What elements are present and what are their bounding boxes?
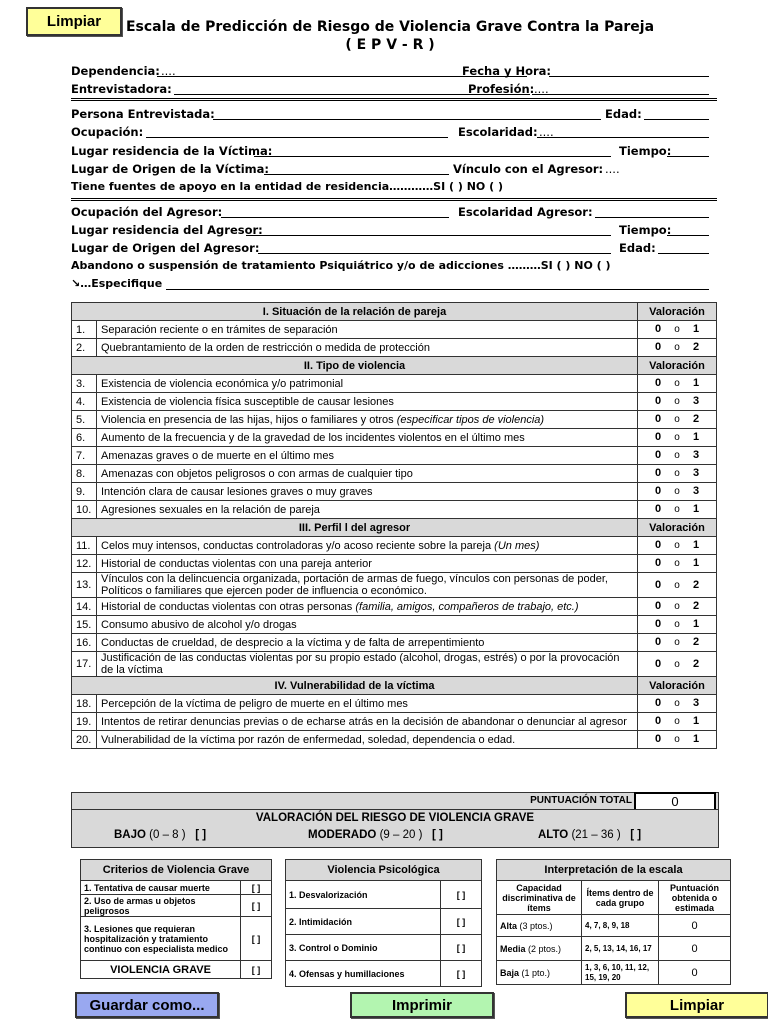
item-valoracion[interactable] bbox=[638, 339, 717, 357]
table-row bbox=[72, 731, 717, 749]
lugar-res-agresor-label: Lugar residencia del Agresor: bbox=[71, 223, 263, 237]
title-line-2: ( E P V - R ) bbox=[345, 37, 435, 53]
item-number: 19. bbox=[72, 713, 97, 731]
item-text-main: Justificación de las conductas violentas por su propio estado (alcohol, drogas, estrés) o por la provocación de la víctima bbox=[101, 652, 620, 676]
media-items: 2, 5, 13, 14, 16, 17 bbox=[582, 937, 659, 961]
item-number: 11. bbox=[72, 537, 97, 555]
option-value[interactable]: 3 bbox=[692, 697, 700, 709]
option-value[interactable]: 3 bbox=[692, 485, 700, 497]
row-dependencia bbox=[71, 64, 710, 82]
lugar-res-victima-input[interactable] bbox=[254, 156, 611, 157]
media-label: Media bbox=[500, 943, 526, 954]
item-text-main: Intentos de retirar denuncias previas o de echarse atrás en la decisión de abandonar o denunciar al agresor bbox=[101, 715, 627, 728]
item-number: 7. bbox=[72, 447, 97, 465]
valoracion-header: Valoración bbox=[638, 303, 717, 321]
total-label: PUNTUACIÓN TOTAL bbox=[530, 795, 632, 806]
row-origen-victima bbox=[71, 162, 710, 180]
item-valoracion[interactable] bbox=[638, 447, 717, 465]
psico-2: 2. Intimidación bbox=[286, 909, 441, 935]
item-text bbox=[97, 652, 638, 677]
item-text-main: Agresiones sexuales en la relación de pareja bbox=[101, 503, 320, 516]
option-separator: o bbox=[674, 378, 680, 389]
item-text bbox=[97, 447, 638, 465]
interp-title: Interpretación de la escala bbox=[497, 860, 731, 881]
table-row bbox=[72, 483, 717, 501]
item-number: 13. bbox=[72, 573, 97, 598]
item-text-main: Existencia de violencia física susceptible de causar lesiones bbox=[101, 395, 394, 408]
option-value[interactable]: 2 bbox=[692, 636, 700, 648]
option-zero[interactable]: 0 bbox=[654, 636, 662, 648]
bajo-label: BAJO bbox=[114, 829, 146, 841]
entrevistadora-label: Entrevistadora: bbox=[71, 82, 172, 96]
table-row bbox=[72, 598, 717, 616]
item-valoracion[interactable] bbox=[638, 634, 717, 652]
row-abandono bbox=[71, 259, 710, 277]
moderado-range: (9 – 20 ) bbox=[379, 829, 423, 841]
ocupacion-input[interactable] bbox=[146, 137, 448, 138]
lugar-res-agresor-input[interactable] bbox=[246, 235, 611, 236]
section-header bbox=[72, 303, 717, 321]
valoracion-header: Valoración bbox=[638, 677, 717, 695]
option-value[interactable]: 1 bbox=[692, 618, 700, 630]
psico-4: 4. Ofensas y humillaciones bbox=[286, 961, 441, 987]
option-separator: o bbox=[674, 396, 680, 407]
item-text-note: (Un mes) bbox=[494, 539, 540, 552]
item-text-main: Vulnerabilidad de la víctima por razón de enfermedad, soledad, dependencia o edad. bbox=[101, 733, 516, 746]
item-valoracion[interactable] bbox=[638, 573, 717, 598]
title-line-1: Escala de Predicción de Riesgo de Violencia Grave Contra la Pareja bbox=[125, 19, 655, 35]
ocupacion-label: Ocupación: bbox=[71, 125, 144, 139]
option-zero[interactable]: 0 bbox=[654, 431, 662, 443]
option-separator: o bbox=[674, 716, 680, 727]
item-number: 15. bbox=[72, 616, 97, 634]
item-text bbox=[97, 634, 638, 652]
item-valoracion[interactable] bbox=[638, 501, 717, 519]
alto-check[interactable]: [ ] bbox=[630, 829, 642, 841]
criterios-title: Criterios de Violencia Grave bbox=[81, 860, 272, 881]
item-valoracion[interactable] bbox=[638, 652, 717, 677]
option-value[interactable]: 2 bbox=[692, 578, 700, 591]
item-valoracion[interactable] bbox=[638, 393, 717, 411]
item-valoracion[interactable] bbox=[638, 695, 717, 713]
fecha-label: Fecha y Hora: bbox=[462, 64, 552, 78]
row-fuentes-apoyo bbox=[71, 180, 710, 198]
item-number: 8. bbox=[72, 465, 97, 483]
item-number: 17. bbox=[72, 652, 97, 677]
item-valoracion[interactable] bbox=[638, 616, 717, 634]
item-text-main: Celos muy intensos, conductas controladoras y/o acoso reciente sobre la pareja bbox=[101, 539, 492, 552]
psico-table bbox=[285, 859, 482, 987]
item-valoracion[interactable] bbox=[638, 555, 717, 573]
lugar-origen-agresor-input[interactable] bbox=[258, 253, 611, 254]
escolaridad-agresor-label: Escolaridad Agresor: bbox=[458, 205, 593, 219]
criterio-1-check[interactable]: [ ] bbox=[241, 881, 272, 895]
persona-label: Persona Entrevistada: bbox=[71, 107, 215, 121]
item-text bbox=[97, 713, 638, 731]
alta-items: 4, 7, 8, 9, 18 bbox=[582, 915, 659, 937]
fecha-input[interactable] bbox=[549, 76, 709, 77]
psico-3: 3. Control o Dominio bbox=[286, 935, 441, 961]
total-row bbox=[71, 792, 719, 810]
fuentes-apoyo-label: Tiene fuentes de apoyo en la entidad de residencia…………SI ( ) NO ( ) bbox=[71, 180, 503, 193]
table-row bbox=[72, 652, 717, 677]
moderado-label: MODERADO bbox=[308, 829, 377, 841]
option-zero[interactable]: 0 bbox=[654, 395, 662, 407]
item-text bbox=[97, 483, 638, 501]
item-text bbox=[97, 429, 638, 447]
media-pts: (2 ptos.) bbox=[528, 943, 562, 954]
media-score: 0 bbox=[659, 937, 731, 961]
item-text bbox=[97, 537, 638, 555]
interp-row-baja bbox=[497, 961, 731, 985]
item-text-main: Consumo abusivo de alcohol y/o drogas bbox=[101, 618, 297, 631]
item-text bbox=[97, 321, 638, 339]
table-row bbox=[72, 429, 717, 447]
item-valoracion[interactable] bbox=[638, 537, 717, 555]
row-origen-agresor bbox=[71, 241, 710, 259]
lugar-origen-agresor-label: Lugar de Origen del Agresor: bbox=[71, 241, 260, 255]
item-text-main: Separación reciente o en trámites de separación bbox=[101, 323, 338, 336]
tiempo-label: Tiempo: bbox=[619, 144, 672, 158]
baja-pts: (1 pto.) bbox=[521, 967, 551, 978]
table-row bbox=[72, 695, 717, 713]
option-separator: o bbox=[674, 468, 680, 479]
section-header bbox=[72, 357, 717, 375]
dependencia-label: Dependencia: bbox=[71, 64, 160, 78]
item-text bbox=[97, 465, 638, 483]
valoracion-header: Valoración bbox=[638, 357, 717, 375]
row-ocupacion bbox=[71, 125, 710, 143]
profesion-label: Profesión: bbox=[468, 82, 535, 96]
option-zero[interactable]: 0 bbox=[654, 697, 662, 709]
item-number: 18. bbox=[72, 695, 97, 713]
interp-header-score: Puntuación obtenida o estimada bbox=[659, 881, 731, 915]
table-row bbox=[72, 501, 717, 519]
especifique-input[interactable] bbox=[166, 289, 709, 290]
interp-header-cap: Capacidad discriminativa de ítems bbox=[497, 881, 582, 915]
option-zero[interactable]: 0 bbox=[654, 715, 662, 727]
table-row bbox=[72, 411, 717, 429]
psico-2-check[interactable]: [ ] bbox=[441, 909, 482, 935]
item-valoracion[interactable] bbox=[638, 483, 717, 501]
psico-1: 1. Desvalorización bbox=[286, 881, 441, 909]
option-separator: o bbox=[674, 540, 680, 551]
item-text bbox=[97, 375, 638, 393]
risk-title: VALORACIÓN DEL RIESGO DE VIOLENCIA GRAVE bbox=[255, 812, 535, 824]
interp-row-media bbox=[497, 937, 731, 961]
table-row bbox=[72, 339, 717, 357]
item-number: 9. bbox=[72, 483, 97, 501]
limpiar-bottom-button[interactable]: Limpiar bbox=[625, 992, 768, 1018]
ocupacion-agresor-label: Ocupación del Agresor: bbox=[71, 205, 223, 219]
evaluation-table bbox=[71, 302, 717, 749]
table-row bbox=[72, 465, 717, 483]
item-valoracion[interactable] bbox=[638, 598, 717, 616]
row-lugar-res-agresor bbox=[71, 223, 710, 241]
table-row bbox=[72, 573, 717, 598]
item-valoracion[interactable] bbox=[638, 429, 717, 447]
table-row bbox=[72, 447, 717, 465]
bajo-check[interactable]: [ ] bbox=[195, 829, 207, 841]
option-zero[interactable]: 0 bbox=[654, 733, 662, 745]
option-separator: o bbox=[674, 486, 680, 497]
table-row bbox=[72, 555, 717, 573]
option-separator: o bbox=[674, 619, 680, 630]
criterio-3-check[interactable]: [ ] bbox=[241, 917, 272, 961]
lugar-origen-victima-input[interactable] bbox=[264, 174, 449, 175]
interp-row-alta bbox=[497, 915, 731, 937]
psico-4-check[interactable]: [ ] bbox=[441, 961, 482, 987]
row-ocupacion-agresor bbox=[71, 205, 710, 223]
option-separator: o bbox=[674, 432, 680, 443]
row-lugar-res-victima bbox=[71, 144, 710, 162]
alta-score: 0 bbox=[659, 915, 731, 937]
divider-1 bbox=[71, 98, 717, 101]
option-value[interactable]: 1 bbox=[692, 503, 700, 515]
risk-alto[interactable] bbox=[538, 829, 641, 841]
lugar-res-victima-label: Lugar residencia de la Víctima: bbox=[71, 144, 273, 158]
item-text-note: (especificar tipos de violencia) bbox=[396, 413, 545, 426]
option-value[interactable]: 2 bbox=[692, 413, 700, 425]
persona-input[interactable] bbox=[213, 119, 601, 120]
option-separator: o bbox=[674, 324, 680, 335]
limpiar-top-button[interactable]: Limpiar bbox=[26, 7, 122, 36]
alta-label: Alta bbox=[500, 920, 518, 931]
item-text bbox=[97, 695, 638, 713]
bajo-range: (0 – 8 ) bbox=[149, 829, 186, 841]
option-value[interactable]: 2 bbox=[692, 600, 700, 612]
item-number: 20. bbox=[72, 731, 97, 749]
item-text-main: Amenazas graves o de muerte en el último mes bbox=[101, 449, 334, 462]
option-zero[interactable]: 0 bbox=[654, 377, 662, 389]
especifique-label: ↘…Especifique bbox=[71, 277, 163, 290]
option-value[interactable]: 1 bbox=[692, 431, 700, 443]
option-zero[interactable]: 0 bbox=[654, 485, 662, 497]
item-text bbox=[97, 573, 638, 598]
item-text-main: Percepción de la víctima de peligro de muerte en el último mes bbox=[101, 697, 408, 710]
item-text bbox=[97, 731, 638, 749]
abandono-label: Abandono o suspensión de tratamiento Psiquiátrico y/o de adicciones ………SI ( ) NO ( ) bbox=[71, 259, 611, 272]
baja-score: 0 bbox=[659, 961, 731, 985]
edad-label: Edad: bbox=[605, 107, 642, 121]
vinculo-label: Vínculo con el Agresor: bbox=[453, 162, 604, 176]
escolaridad-agresor-input[interactable] bbox=[595, 217, 709, 218]
item-valoracion[interactable] bbox=[638, 321, 717, 339]
option-value[interactable]: 2 bbox=[692, 341, 700, 353]
tiempo2-input[interactable] bbox=[667, 235, 709, 236]
table-row bbox=[72, 616, 717, 634]
table-row bbox=[72, 713, 717, 731]
alto-range: (21 – 36 ) bbox=[571, 829, 621, 841]
item-text-main: Intención clara de causar lesiones graves o muy graves bbox=[101, 485, 373, 498]
criterio-3: 3. Lesiones que requieran hospitalización y tratamiento continuo con especialista medico bbox=[81, 917, 241, 961]
option-zero[interactable]: 0 bbox=[654, 657, 662, 670]
item-text bbox=[97, 501, 638, 519]
table-row bbox=[72, 393, 717, 411]
item-number: 2. bbox=[72, 339, 97, 357]
item-number: 4. bbox=[72, 393, 97, 411]
total-score: 0 bbox=[634, 792, 716, 811]
baja-label: Baja bbox=[500, 967, 520, 978]
item-valoracion[interactable] bbox=[638, 465, 717, 483]
item-number: 6. bbox=[72, 429, 97, 447]
tiempo2-label: Tiempo: bbox=[619, 223, 672, 237]
item-number: 12. bbox=[72, 555, 97, 573]
violencia-grave-label: VIOLENCIA GRAVE bbox=[81, 961, 241, 979]
item-text-main: Vínculos con la delincuencia organizada, portación de armas de fuego, vínculos con personas de poder, Políticos o familiares que ejercen poder de influencia o económico. bbox=[101, 573, 608, 597]
risk-bajo[interactable] bbox=[114, 829, 206, 841]
table-row bbox=[72, 321, 717, 339]
interp-table bbox=[496, 859, 731, 985]
psico-1-check[interactable]: [ ] bbox=[441, 881, 482, 909]
item-valoracion[interactable] bbox=[638, 731, 717, 749]
section-title: II. Tipo de violencia bbox=[72, 357, 638, 375]
psico-3-check[interactable]: [ ] bbox=[441, 935, 482, 961]
section-header bbox=[72, 677, 717, 695]
option-value[interactable]: 3 bbox=[692, 395, 700, 407]
row-especifique bbox=[71, 277, 710, 295]
psico-title: Violencia Psicológica bbox=[286, 860, 482, 881]
item-text bbox=[97, 598, 638, 616]
valoracion-header: Valoración bbox=[638, 519, 717, 537]
item-number: 10. bbox=[72, 501, 97, 519]
option-separator: o bbox=[674, 658, 680, 670]
item-number: 1. bbox=[72, 321, 97, 339]
baja-items: 1, 3, 6, 10, 11, 12, 15, 19, 20 bbox=[582, 961, 659, 985]
option-separator: o bbox=[674, 579, 680, 591]
criterios-table bbox=[80, 859, 272, 979]
item-text-note: (familia, amigos, compañeros de trabajo, etc.) bbox=[355, 600, 579, 613]
table-row bbox=[72, 634, 717, 652]
row-persona bbox=[71, 107, 710, 125]
item-text-main: Amenazas con objetos peligrosos o con armas de cualquier tipo bbox=[101, 467, 413, 480]
item-text bbox=[97, 339, 638, 357]
option-value[interactable]: 1 bbox=[692, 377, 700, 389]
item-valoracion[interactable] bbox=[638, 375, 717, 393]
table-row bbox=[72, 375, 717, 393]
edad-input[interactable] bbox=[644, 119, 709, 120]
item-text bbox=[97, 616, 638, 634]
table-row bbox=[72, 537, 717, 555]
option-separator: o bbox=[674, 450, 680, 461]
option-separator: o bbox=[674, 342, 680, 353]
profesion-input[interactable] bbox=[532, 94, 709, 95]
dependencia-value: .... bbox=[161, 64, 176, 78]
alto-label: ALTO bbox=[538, 829, 569, 841]
page-title bbox=[120, 18, 660, 54]
tiempo-input[interactable] bbox=[667, 156, 709, 157]
risk-assessment bbox=[71, 809, 719, 848]
escolaridad-label: Escolaridad: bbox=[458, 125, 538, 139]
item-text-main: Aumento de la frecuencia y de la gravedad de los incidentes violentos en el último mes bbox=[101, 431, 525, 444]
alta-pts: (3 ptos.) bbox=[519, 920, 553, 931]
item-text-main: Quebrantamiento de la orden de restricción o medida de protección bbox=[101, 341, 430, 354]
section-title: I. Situación de la relación de pareja bbox=[72, 303, 638, 321]
edad2-label: Edad: bbox=[619, 241, 656, 255]
option-value[interactable]: 1 bbox=[692, 715, 700, 727]
item-number: 16. bbox=[72, 634, 97, 652]
option-zero[interactable]: 0 bbox=[654, 323, 662, 335]
vinculo-value: .... bbox=[605, 162, 620, 176]
option-zero[interactable]: 0 bbox=[654, 539, 662, 551]
option-zero[interactable]: 0 bbox=[654, 618, 662, 630]
item-text-main: Existencia de violencia económica y/o patrimonial bbox=[101, 377, 344, 390]
item-text bbox=[97, 411, 638, 429]
item-text bbox=[97, 393, 638, 411]
moderado-check[interactable]: [ ] bbox=[432, 829, 443, 841]
option-zero[interactable]: 0 bbox=[654, 578, 662, 591]
option-zero[interactable]: 0 bbox=[654, 503, 662, 515]
section-title: III. Perfil l del agresor bbox=[72, 519, 638, 537]
criterio-2-check[interactable]: [ ] bbox=[241, 895, 272, 917]
option-value[interactable]: 3 bbox=[692, 449, 700, 461]
risk-moderado[interactable] bbox=[308, 829, 443, 841]
option-zero[interactable]: 0 bbox=[654, 600, 662, 612]
item-number: 5. bbox=[72, 411, 97, 429]
interp-header-items: Ítems dentro de cada grupo bbox=[582, 881, 659, 915]
guardar-button[interactable]: Guardar como... bbox=[75, 992, 219, 1018]
option-separator: o bbox=[674, 504, 680, 515]
imprimir-button[interactable]: Imprimir bbox=[350, 992, 494, 1018]
item-text-main: Conductas de crueldad, de desprecio a la víctima y de falta de arrepentimiento bbox=[101, 636, 485, 649]
option-separator: o bbox=[674, 601, 680, 612]
option-separator: o bbox=[674, 637, 680, 648]
item-valoracion[interactable] bbox=[638, 411, 717, 429]
option-value[interactable]: 1 bbox=[692, 539, 700, 551]
option-zero[interactable]: 0 bbox=[654, 449, 662, 461]
escolaridad-input[interactable] bbox=[537, 137, 709, 138]
option-zero[interactable]: 0 bbox=[654, 413, 662, 425]
criterio-2: 2. Uso de armas u objetos peligrosos bbox=[81, 895, 241, 917]
violencia-grave-check[interactable]: [ ] bbox=[241, 961, 272, 979]
item-text-main: Historial de conductas violentas con otras personas bbox=[101, 600, 353, 613]
lugar-origen-victima-label: Lugar de Origen de la Víctima: bbox=[71, 162, 270, 176]
criterio-1: 1. Tentativa de causar muerte bbox=[81, 881, 241, 895]
option-separator: o bbox=[674, 698, 680, 709]
option-zero[interactable]: 0 bbox=[654, 467, 662, 479]
item-number: 3. bbox=[72, 375, 97, 393]
item-valoracion[interactable] bbox=[638, 713, 717, 731]
item-text bbox=[97, 555, 638, 573]
item-text-main: Historial de conductas violentas con una pareja anterior bbox=[101, 557, 372, 570]
option-value[interactable]: 3 bbox=[692, 467, 700, 479]
option-separator: o bbox=[674, 414, 680, 425]
item-number: 14. bbox=[72, 598, 97, 616]
option-separator: o bbox=[674, 558, 680, 569]
option-zero[interactable]: 0 bbox=[654, 341, 662, 353]
escolaridad-value: .... bbox=[539, 125, 554, 139]
option-zero[interactable]: 0 bbox=[654, 557, 662, 569]
option-value[interactable]: 1 bbox=[692, 557, 700, 569]
section-header bbox=[72, 519, 717, 537]
option-value[interactable]: 1 bbox=[692, 323, 700, 335]
option-value[interactable]: 1 bbox=[692, 733, 700, 745]
option-value[interactable]: 2 bbox=[692, 657, 700, 670]
profesion-value: .... bbox=[534, 82, 549, 96]
section-title: IV. Vulnerabilidad de la víctima bbox=[72, 677, 638, 695]
ocupacion-agresor-input[interactable] bbox=[221, 217, 449, 218]
edad2-input[interactable] bbox=[658, 253, 709, 254]
divider-2 bbox=[71, 198, 717, 201]
item-text-main: Violencia en presencia de las hijas, hijos o familiares y otros bbox=[101, 413, 394, 426]
option-separator: o bbox=[674, 734, 680, 745]
